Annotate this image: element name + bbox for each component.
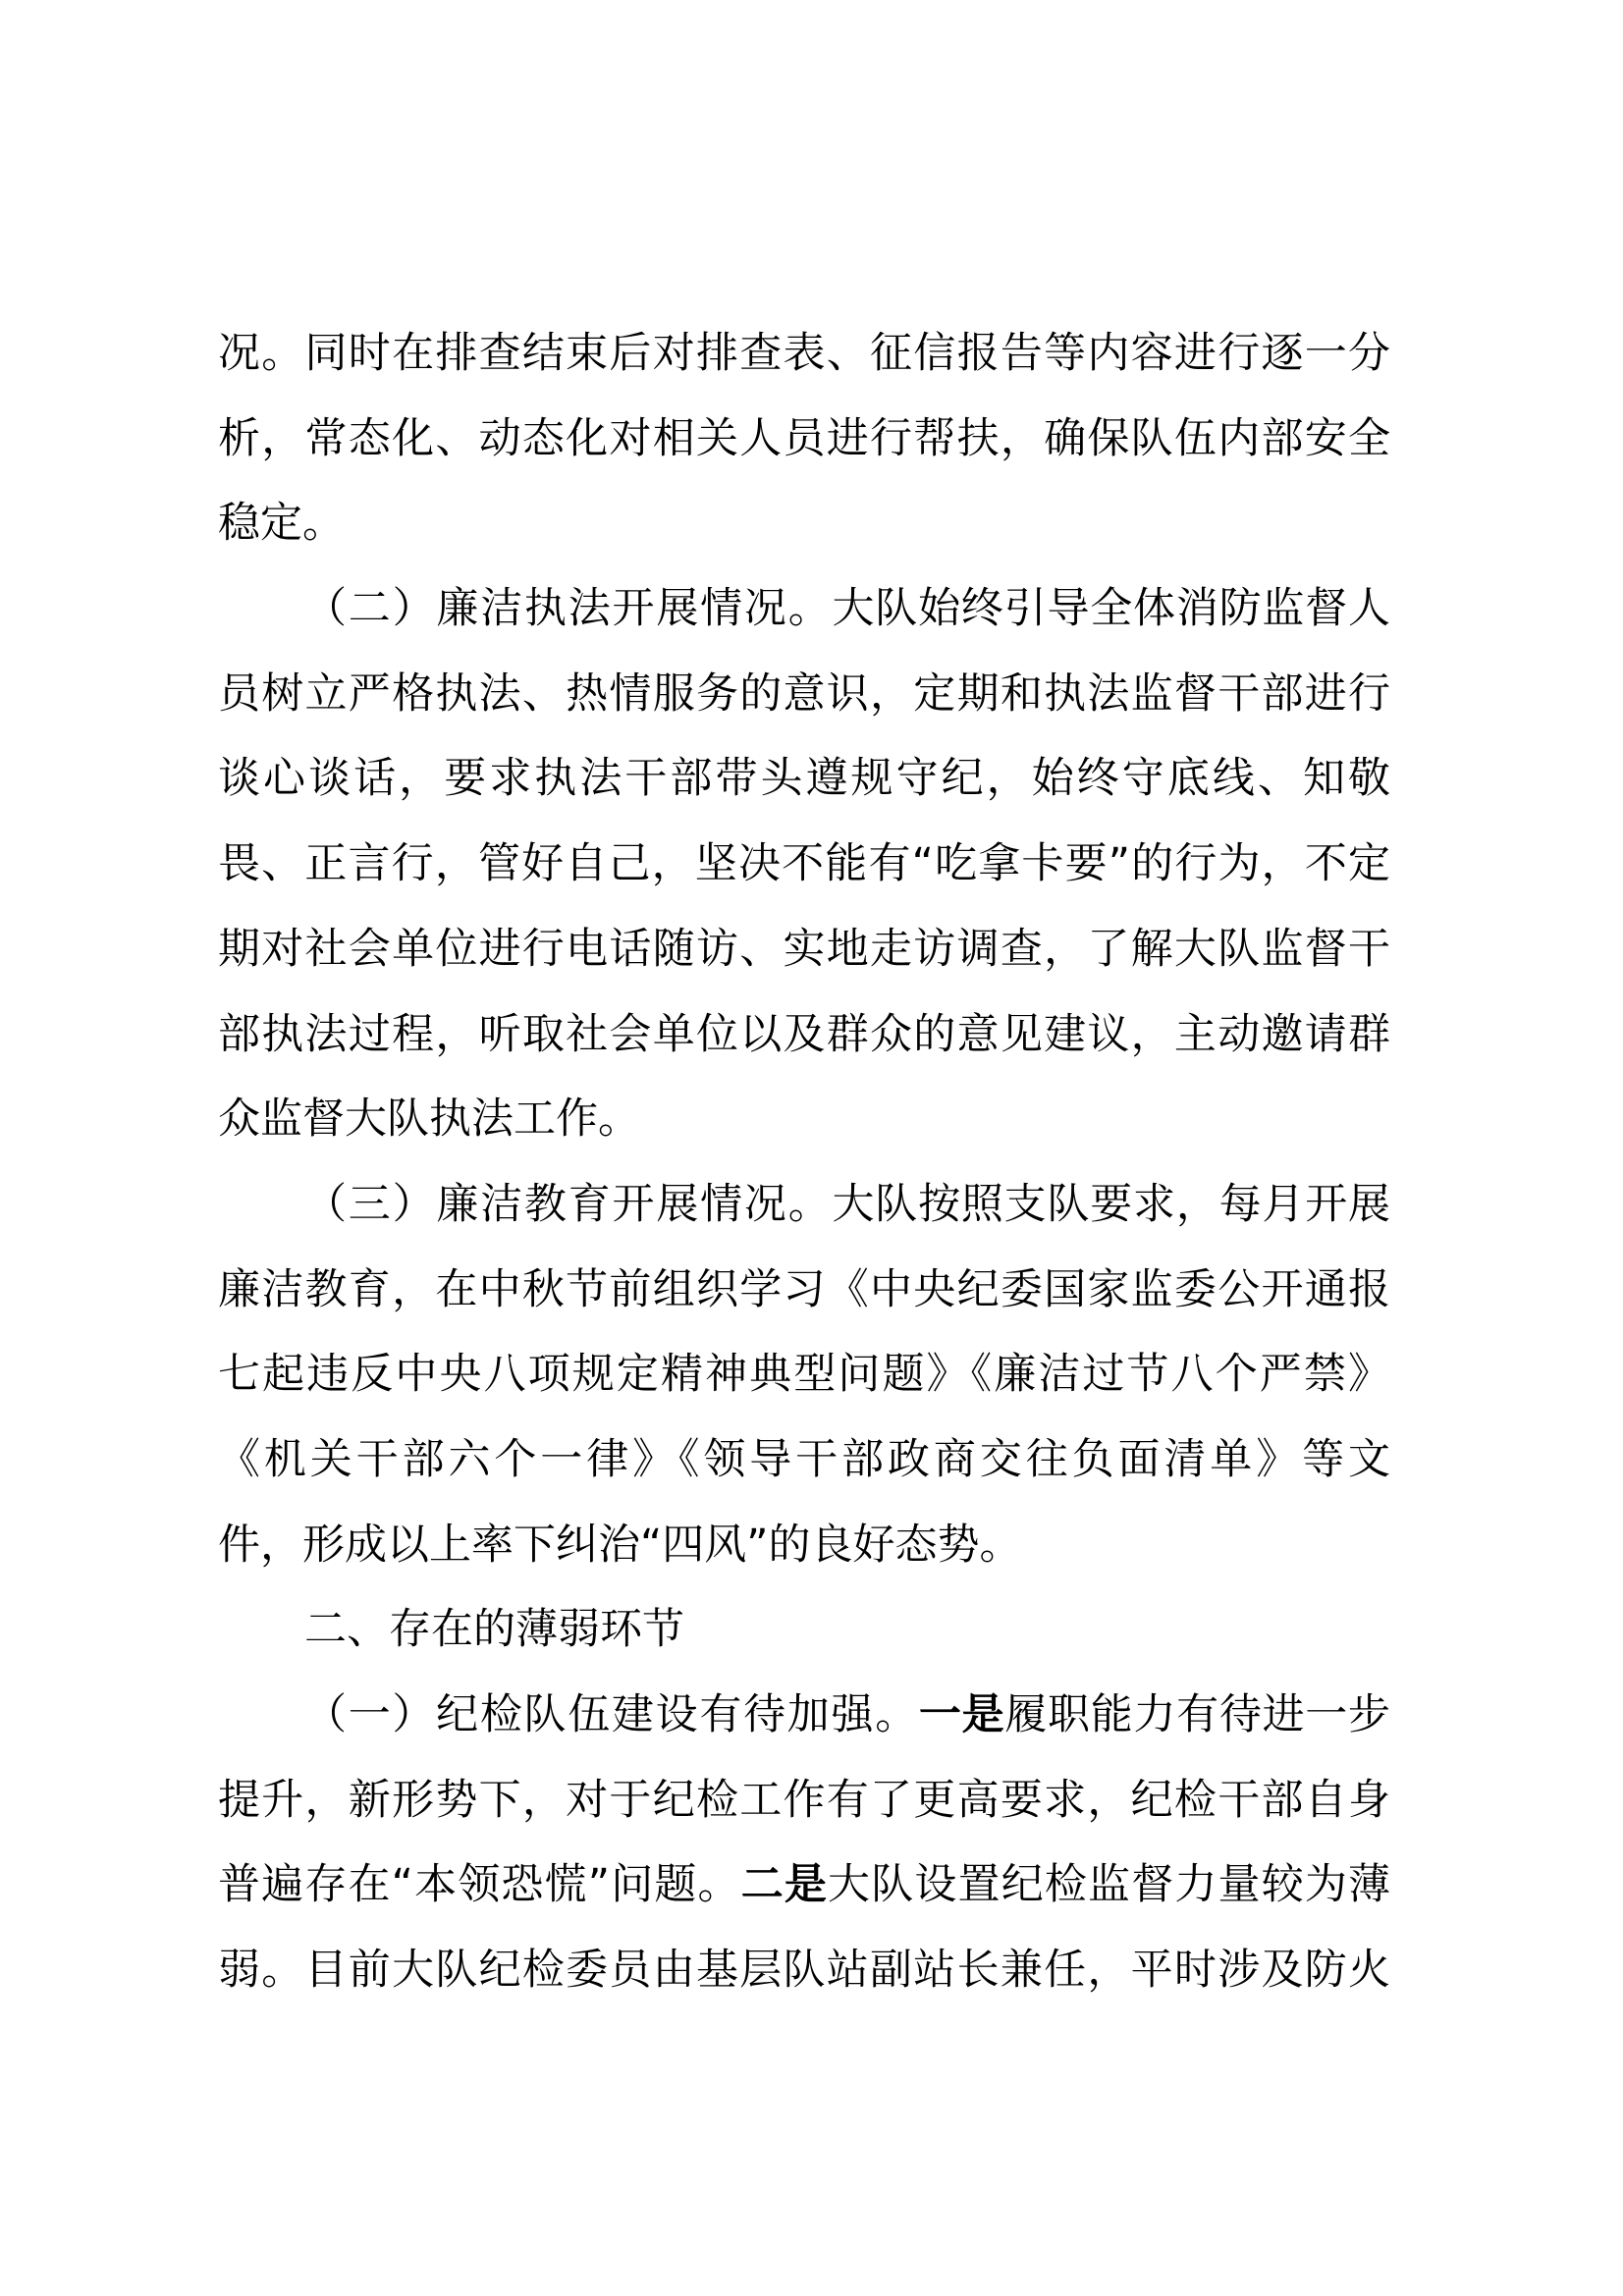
body-text: 弱。目前大队纪检委员由基层队站副站长兼任，平时涉及防火 <box>218 1946 1390 1996</box>
body-text: 廉洁教育，在中秋节前组织学习《中央纪委国家监委公开通报 <box>218 1264 1390 1314</box>
subsection-title: （二）廉洁执法开展情况。 <box>304 584 833 634</box>
paragraph <box>218 1673 1390 2013</box>
text-line <box>218 1417 1390 1503</box>
emphasis-text: 二是 <box>740 1860 829 1910</box>
text-line <box>218 1842 1390 1928</box>
text-line <box>218 1673 1390 1758</box>
paragraph <box>218 1162 1390 1587</box>
body-text: 《机关干部六个一律》《领导干部政商交往负面清单》等文 <box>218 1434 1390 1484</box>
text-line <box>218 311 1390 397</box>
text-line <box>218 736 1390 822</box>
body-text: 提升，新形势下，对于纪检工作有了更高要求，纪检干部自身 <box>218 1775 1390 1825</box>
text-line <box>218 992 1390 1078</box>
text-line <box>218 652 1390 737</box>
text-line <box>218 1248 1390 1333</box>
body-text: 履职能力有待进一步 <box>1004 1690 1391 1739</box>
paragraph <box>218 566 1390 1162</box>
subsection-title: （三）廉洁教育开展情况。 <box>304 1179 833 1229</box>
section-heading <box>218 1587 1390 1673</box>
text-line <box>218 1503 1390 1588</box>
text-line <box>218 397 1390 482</box>
subsection-title: （一）纪检队伍建设有待加强。 <box>304 1690 919 1739</box>
document-body <box>218 311 1390 2013</box>
text-line <box>218 566 1390 652</box>
body-text: 众监督大队执法工作。 <box>218 1095 640 1145</box>
text-line <box>218 1077 1390 1162</box>
section-title: 二、存在的薄弱环节 <box>304 1605 684 1655</box>
body-text: 件，形成以上率下纠治“四风”的良好态势。 <box>218 1520 1022 1570</box>
text-line <box>218 481 1390 566</box>
body-text: 析，常态化、动态化对相关人员进行帮扶，确保队伍内部安全 <box>218 413 1390 463</box>
body-text: 稳定。 <box>218 499 345 549</box>
body-text: 期对社会单位进行电话随访、实地走访调查，了解大队监督干 <box>218 924 1390 974</box>
body-text: 员树立严格执法、热情服务的意识，定期和执法监督干部进行 <box>218 668 1390 719</box>
text-line <box>218 1758 1390 1843</box>
body-text: 谈心谈话，要求执法干部带头遵规守纪，始终守底线、知敬 <box>218 754 1390 804</box>
body-text: 七起违反中央八项规定精神典型问题》《廉洁过节八个严禁》 <box>218 1350 1390 1400</box>
text-line <box>218 822 1390 907</box>
body-text: 大队设置纪检监督力量较为薄 <box>828 1860 1391 1910</box>
body-text: 况。同时在排查结束后对排查表、征信报告等内容进行逐一分 <box>218 329 1390 378</box>
text-line <box>218 1928 1390 2013</box>
body-text: 大队始终引导全体消防监督人 <box>832 584 1390 634</box>
text-line <box>218 1332 1390 1417</box>
emphasis-text: 一是 <box>918 1690 1005 1739</box>
body-text: 部执法过程，听取社会单位以及群众的意见建议，主动邀请群 <box>218 1009 1390 1059</box>
body-text: 畏、正言行，管好自己，坚决不能有“吃拿卡要”的行为，不定 <box>218 839 1390 889</box>
text-line <box>218 907 1390 992</box>
text-line <box>218 1162 1390 1248</box>
paragraph <box>218 311 1390 566</box>
body-text: 大队按照支队要求，每月开展 <box>832 1179 1390 1229</box>
body-text: 普遍存在“本领恐慌”问题。 <box>218 1860 741 1910</box>
text-line <box>218 1587 1390 1673</box>
